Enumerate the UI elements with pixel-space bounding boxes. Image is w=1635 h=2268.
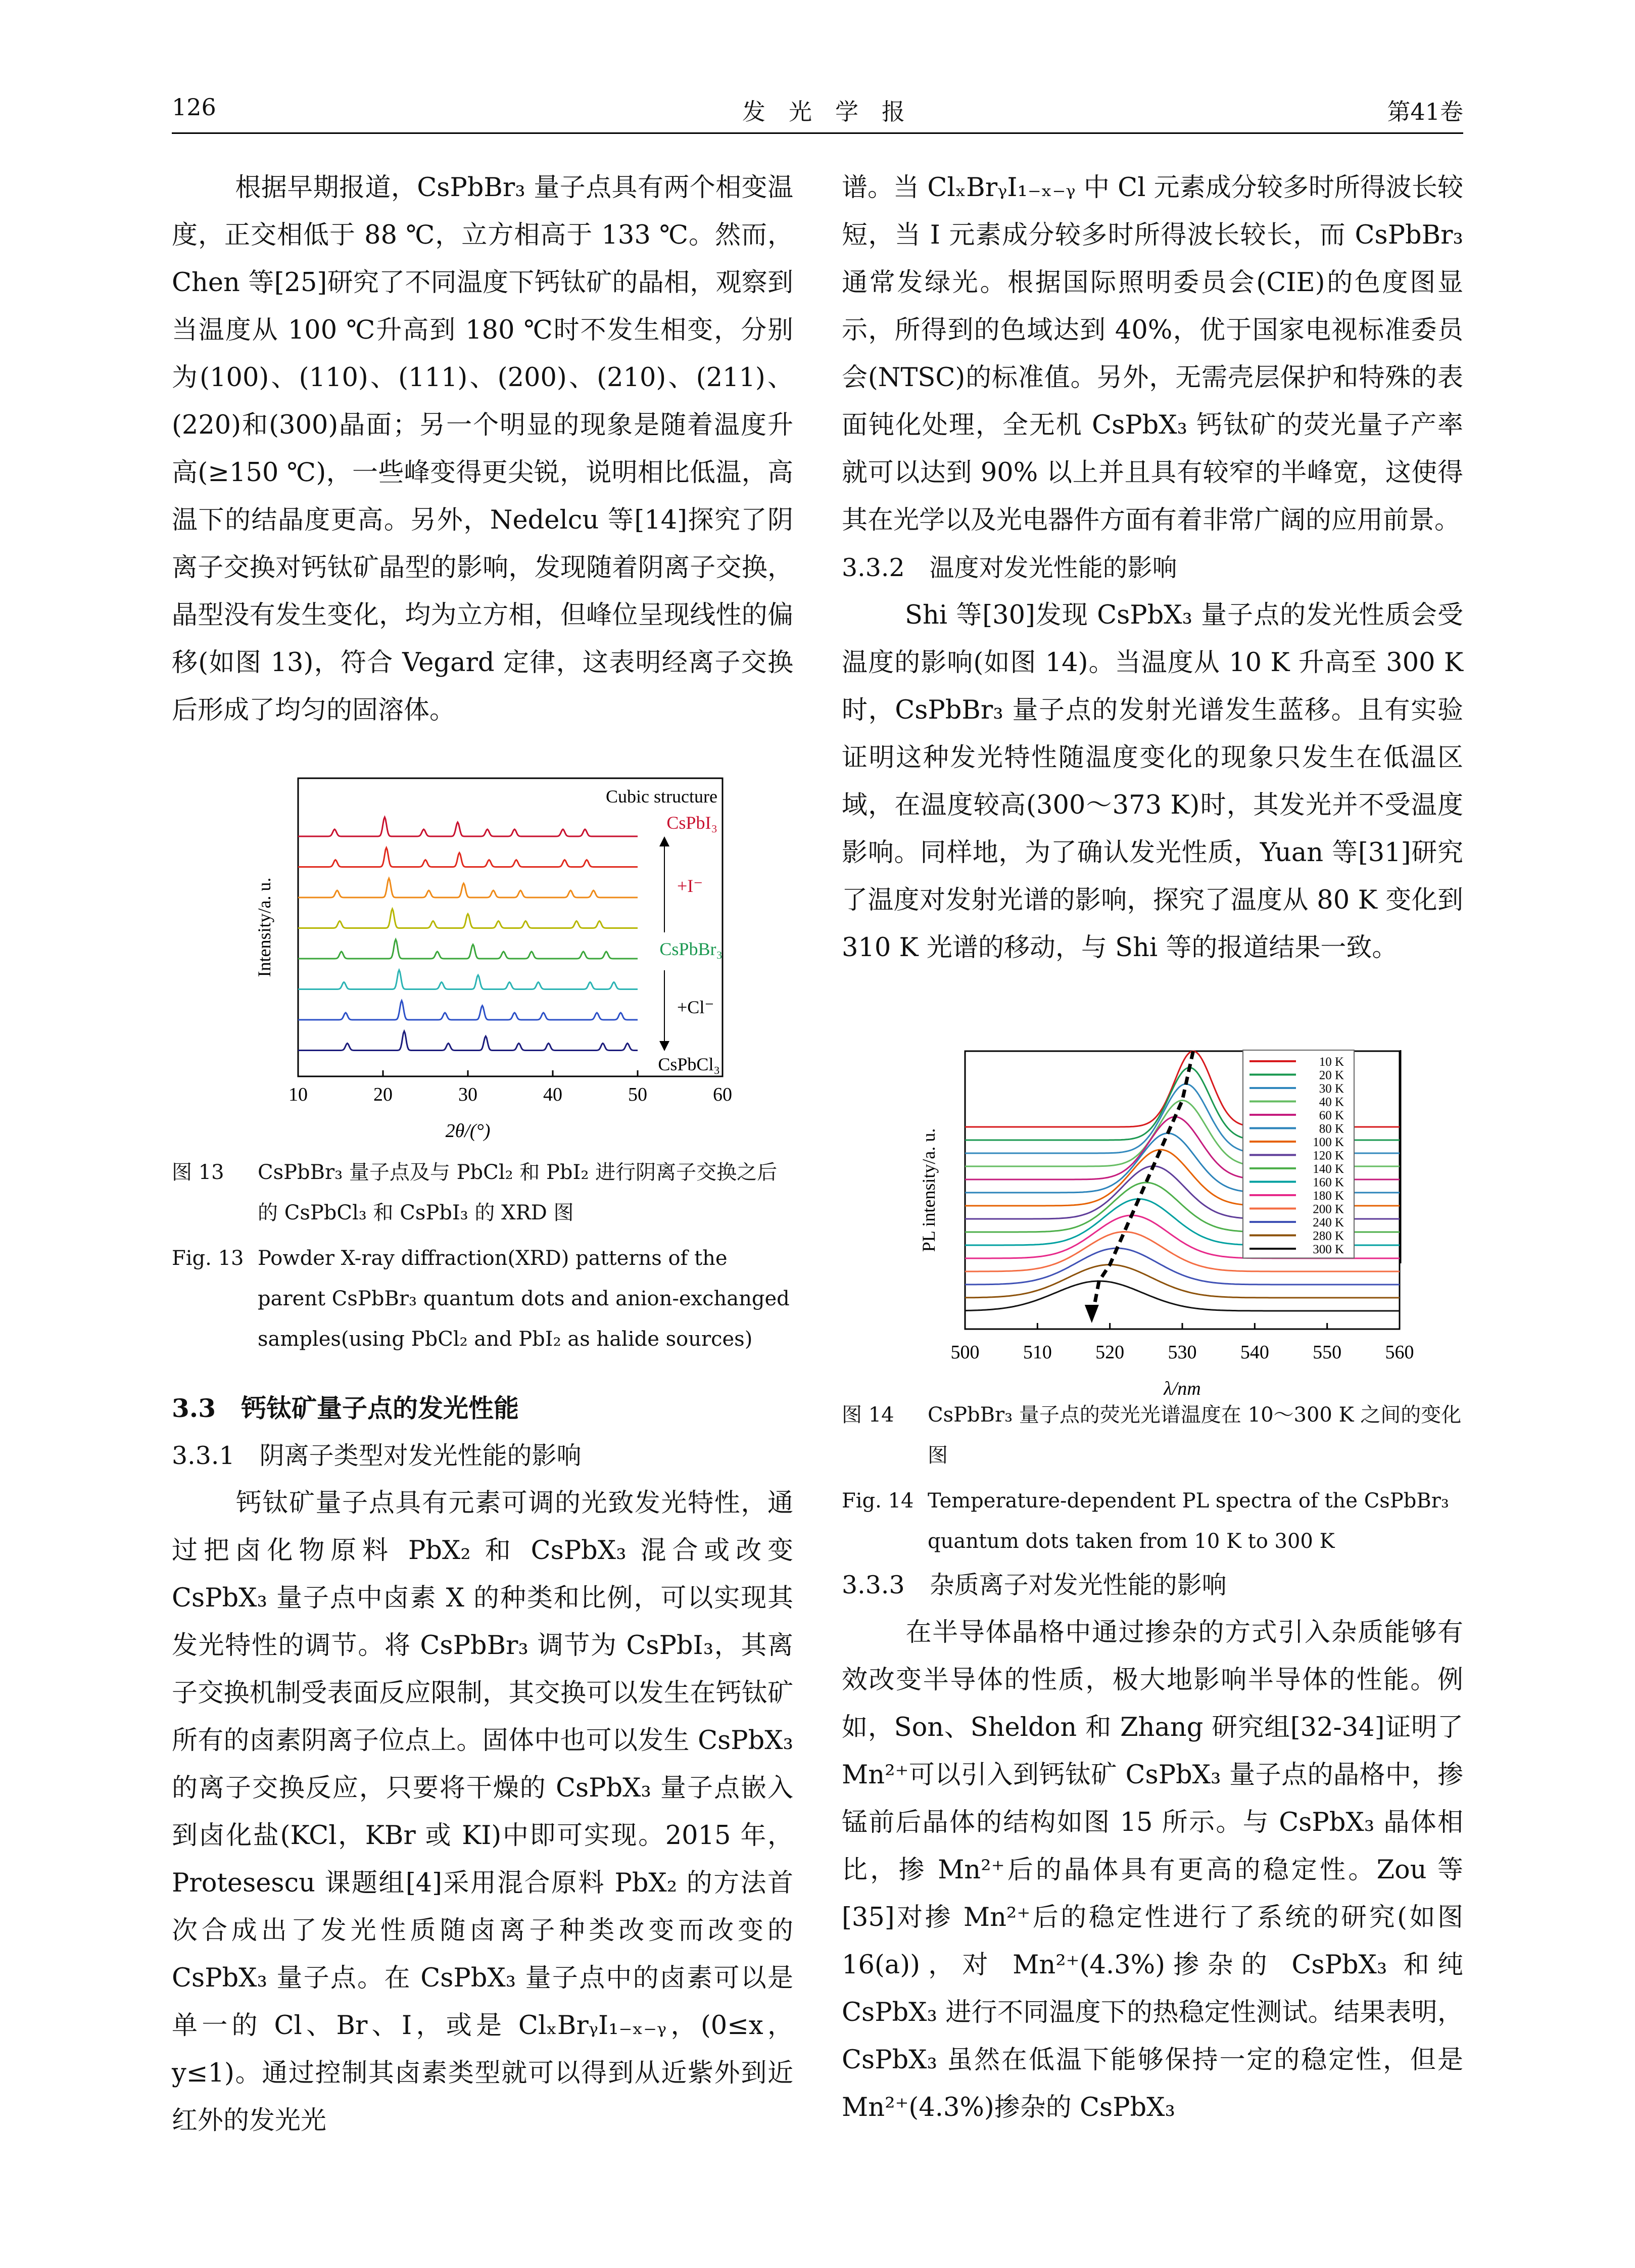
right-paragraph-3: 在半导体晶格中通过掺杂的方式引入杂质能够有效改变半导体的性质，极大地影响半导体的性能。例如，Son、Sheldon 和 Zhang 研究组[32-34]证明了 Mn²⁺可以引入到钙钛矿 CsPbX₃ 量子点的晶格中，掺锰前后晶体的结构如图 15 所示。与 CsPbX₃ 晶体相比，掺 Mn²⁺后的晶体具有更高的稳定性。Zou 等[35]对掺 Mn²⁺后的稳定性进行了系统的研究(如图 16(a))，对 Mn²⁺(4.3%)掺杂的 CsPbX₃ 和纯 CsPbX₃ 进行不同温度下的热稳定性测试。结果表明，CsPbX₃ 虽然在低温下能够保持一定的稳定性，但是 Mn²⁺(4.3%)掺杂的 CsPbX₃ (842, 1618, 1463, 2122)
fig13-x-tick-label: 10 (288, 1084, 308, 1105)
right-paragraph-2: Shi 等[30]发现 CsPbX₃ 量子点的发光性质会受温度的影响(如图 14)。当温度从 10 K 升高至 300 K 时，CsPbBr₃ 量子点的发射光谱发生蓝移。且有实验证明这种发光特性随温度变化的现象只发生在低温区域，在温度较高(300～373 K)时，其发光并不受温度影响。同样地，为了确认发光性质，Yuan 等[31]研究了温度对发射光谱的影响，探究了温度从 80 K 变化到 310 K 光谱的移动，与 Shi 等的报道结果一致。 (842, 600, 1463, 963)
left-column-lower (172, 1385, 793, 2145)
fig13-label-en: Fig. 13 (172, 1247, 244, 1270)
fig14-y-axis-label: PL intensity/a. u. (919, 1128, 939, 1252)
fig13-arrow-up-head (659, 836, 669, 846)
fig14-legend-label: 180 K (1313, 1189, 1344, 1203)
fig13-series-line (298, 878, 638, 897)
fig13-label-cn: 图 13 (172, 1161, 224, 1184)
right-column-lower (842, 1562, 1463, 2132)
fig14-peak-shift-arrow (1092, 1051, 1193, 1319)
fig13-series-line (298, 909, 638, 928)
fig13-x-tick-label: 50 (628, 1084, 647, 1105)
fig14-pl-chart (909, 1041, 1415, 1405)
fig14-legend-label: 100 K (1313, 1136, 1344, 1149)
fig13-x-axis-label: 2θ/(°) (445, 1120, 491, 1142)
fig13-series-line (298, 939, 638, 959)
fig13-x-tick-label: 60 (713, 1084, 732, 1105)
fig14-x-tick-label: 510 (1023, 1342, 1052, 1363)
fig14-label-en: Fig. 14 (842, 1489, 914, 1513)
fig13-annotation-plus-cl: +Cl⁻ (677, 997, 714, 1017)
fig14-legend-label: 10 K (1319, 1055, 1344, 1069)
fig13-annotation-plus-i: +I⁻ (677, 876, 703, 896)
fig14-series-line (965, 1281, 1400, 1311)
right-paragraph-1: 谱。当 ClₓBrᵧI₁₋ₓ₋ᵧ 中 Cl 元素成分较多时所得波长较短，当 I 元素成分较多时所得波长较长，而 CsPbBr₃ 通常发绿光。根据国际照明委员会(CIE)的色度图显示，所得到的色域达到 40%，优于国家电视标准委员会(NTSC)的标准值。另外，无需壳层保护和特殊的表面钝化处理，全无机 CsPbX₃ 钙钛矿的荧光量子产率就可以达到 90% 以上并且具有较窄的半峰宽，这使得其在光学以及光电器件方面有着非常广阔的应用前景。 (842, 173, 1463, 535)
fig13-x-tick-label: 30 (458, 1084, 477, 1105)
fig14-x-tick-label: 550 (1313, 1342, 1342, 1363)
fig13-annotation-cspbi3: CsPbI₃ (666, 813, 717, 833)
fig14-legend-label: 280 K (1313, 1229, 1344, 1243)
fig13-x-tick-label: 40 (543, 1084, 562, 1105)
fig14-x-tick-label: 500 (950, 1342, 980, 1363)
fig14-legend-label: 40 K (1319, 1095, 1344, 1109)
fig14-legend-label: 140 K (1313, 1162, 1344, 1176)
fig14-legend-label: 80 K (1319, 1122, 1344, 1136)
journal-title: 发 光 学 报 (742, 98, 905, 125)
fig14-x-tick-label: 560 (1385, 1342, 1414, 1363)
fig14-legend-label: 30 K (1319, 1082, 1344, 1096)
subsection-1-title: 3.3.1 阴离子类型对发光性能的影响 (172, 1441, 582, 1470)
fig14-x-tick-label: 540 (1240, 1342, 1269, 1363)
fig14-legend-label: 240 K (1313, 1216, 1344, 1230)
fig14-peak-shift-arrow-head (1085, 1305, 1099, 1323)
right-column (842, 164, 1463, 972)
fig13-arrow-down-head (659, 1041, 669, 1051)
page-number: 126 (172, 93, 216, 121)
left-paragraph-2: 钙钛矿量子点具有元素可调的光致发光特性，通过把卤化物原料 PbX₂ 和 CsPbX₃ 混合或改变 CsPbX₃ 量子点中卤素 X 的种类和比例，可以实现其发光特性的调节。将 CsPbBr₃ 调节为 CsPbI₃，其离子交换机制受表面反应限制，其交换可以发生在钙钛矿所有的卤素阴离子位点上。固体中也可以发生 CsPbX₃ 的离子交换反应，只要将干燥的 CsPbX₃ 量子点嵌入到卤化盐(KCl，KBr 或 KI)中即可实现。2015 年，Protesescu 课题组[4]采用混合原料 PbX₂ 的方法首次合成出了发光性质随卤离子种类改变而改变的 CsPbX₃ 量子点。在 CsPbX₃ 量子点中的卤素可以是单一的 Cl、Br、I，或是 ClₓBrᵧI₁₋ₓ₋ᵧ，(0≤x，y≤1)。通过控制其卤素类型就可以得到从近紫外到近红外的发光光 (172, 1488, 793, 2136)
fig13-annotation-cubic: Cubic structure (606, 786, 717, 807)
fig14-legend-label: 300 K (1313, 1243, 1344, 1256)
fig14-legend-label: 160 K (1313, 1175, 1344, 1190)
header-rule (172, 132, 1463, 134)
fig13-annotation-cspbcl3: CsPbCl₃ (658, 1054, 720, 1074)
fig13-xrd-chart (248, 773, 733, 1167)
fig14-caption-en: Temperature-dependent PL spectra of the CsPbBr₃ quantum dots taken from 10 K to 300 K (928, 1489, 1449, 1553)
fig13-series-line (298, 1031, 638, 1051)
fig14-x-tick-label: 530 (1168, 1342, 1197, 1363)
subsection-2-title: 3.3.2 温度对发光性能的影响 (842, 553, 1177, 582)
volume-label: 第41卷 (1387, 98, 1463, 125)
fig14-caption (842, 1395, 1463, 1562)
fig13-series-line (298, 848, 638, 867)
fig13-annotation-cspbbr3: CsPbBr₃ (659, 939, 723, 959)
fig13-caption-en: Powder X-ray diffraction(XRD) patterns of the parent CsPbBr₃ quantum dots and anion-exchanged samples(using PbCl₂ and PbI₂ as halide sources) (258, 1247, 790, 1351)
subsection-3-title: 3.3.3 杂质离子对发光性能的影响 (842, 1571, 1227, 1599)
fig14-legend-label: 120 K (1313, 1149, 1344, 1163)
fig14-legend-label: 60 K (1319, 1109, 1344, 1122)
fig13-series-line (298, 970, 638, 989)
section-title: 3.3 钙钛矿量子点的发光性能 (172, 1393, 519, 1423)
fig14-x-tick-label: 520 (1095, 1342, 1125, 1363)
fig14-legend-label: 200 K (1313, 1202, 1344, 1216)
fig14-label-cn: 图 14 (842, 1403, 894, 1427)
fig14-caption-cn: CsPbBr₃ 量子点的荧光光谱温度在 10～300 K 之间的变化图 (928, 1403, 1462, 1467)
left-paragraph-1: 根据早期报道，CsPbBr₃ 量子点具有两个相变温度，正交相低于 88 ℃，立方相高于 133 ℃。然而，Chen 等[25]研究了不同温度下钙钛矿的晶相，观察到当温度从 100 ℃升高到 180 ℃时不发生相变，分别为(100)、(110)、(111)、(200)、(210)、(211)、(220)和(300)晶面；另一个明显的现象是随着温度升高(≥150 ℃)，一些峰变得更尖锐，说明相比低温，高温下的结晶度更高。另外，Nedelcu 等[14]探究了阴离子交换对钙钛矿晶型的影响，发现随着阴离子交换，晶型没有发生变化，均为立方相，但峰位呈现线性的偏移(如图 13)，符合 Vegard 定律，这表明经离子交换后形成了均匀的固溶体。 (172, 173, 793, 725)
fig13-x-tick-label: 20 (373, 1084, 393, 1105)
fig13-series-line (298, 817, 638, 836)
fig13-caption-cn: CsPbBr₃ 量子点及与 PbCl₂ 和 PbI₂ 进行阴离子交换之后的 CsPbCl₃ 和 CsPbI₃ 的 XRD 图 (258, 1161, 778, 1224)
fig13-series-line (298, 1001, 638, 1020)
fig13-caption (172, 1152, 793, 1359)
left-column (172, 164, 793, 734)
fig14-legend-label: 20 K (1319, 1068, 1344, 1082)
fig13-y-axis-label: Intensity/a. u. (254, 877, 274, 977)
fig14-x-axis-label: λ/nm (1164, 1378, 1201, 1399)
